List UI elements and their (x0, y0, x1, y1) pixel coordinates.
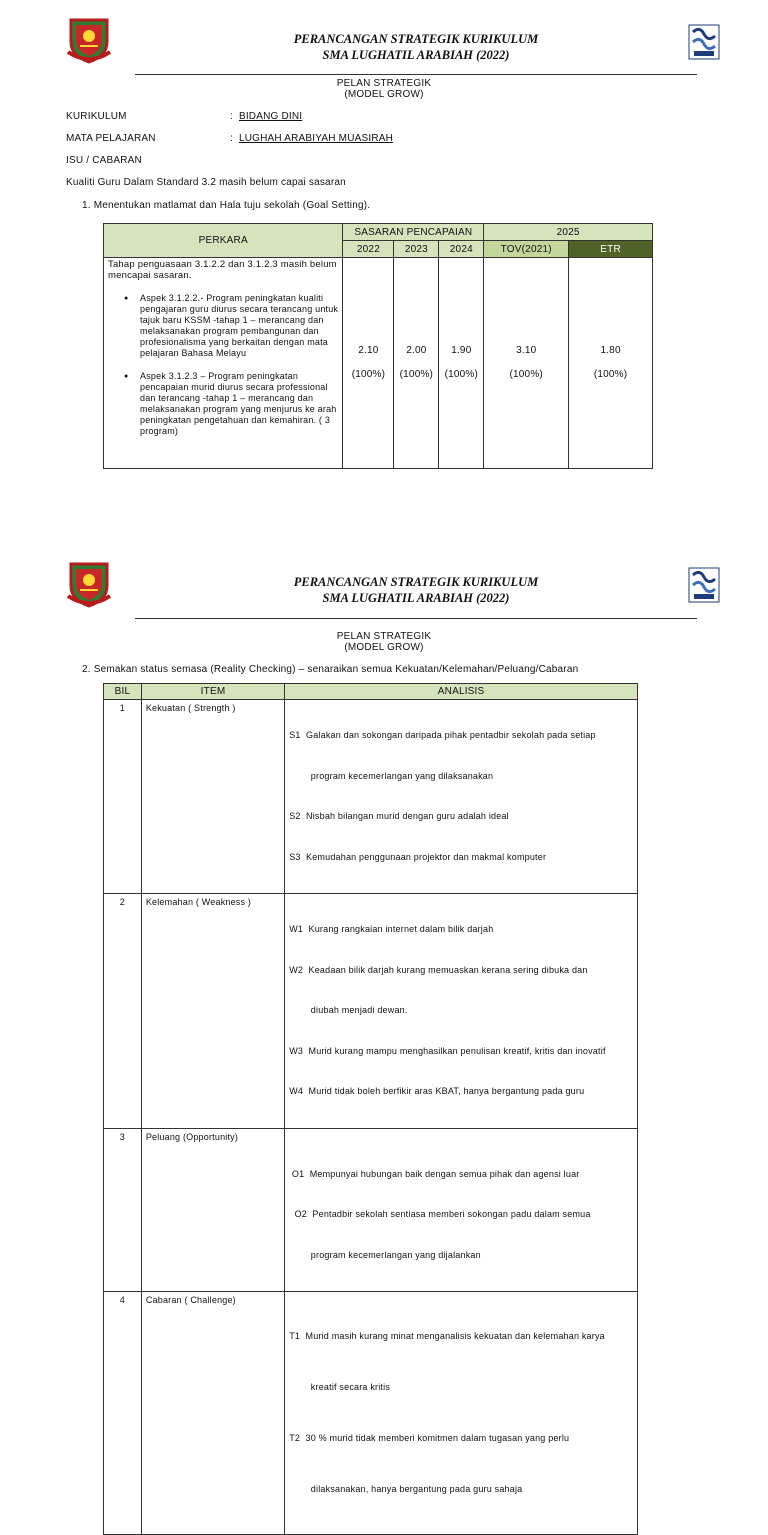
header-rule (135, 74, 697, 75)
field-label: KURIKULUM (66, 111, 127, 122)
col-etr: ETR (569, 241, 653, 258)
field-label: MATA PELAJARAN (66, 133, 156, 144)
swot-table (103, 683, 638, 1535)
table-row: 4 Cabaran ( Challenge) T1 Murid masih kurang minat menganalisis kekuatan dan kelemahan karya kreatif secara kritis T2 30 % murid tidak memberi komitmen dalam tugasan yang perlu dilaksanakan, hanya bergantung pada guru sahaja (104, 1292, 638, 1535)
value-2022: 2.10 (100%) (343, 258, 394, 469)
analysis-weakness: W1 Kurang rangkaian internet dalam bilik darjah W2 Keadaan bilik darjah kurang memuaskan kerana sering dibuka dan diubah menjadi dewan. W3 Murid kurang mampu menghasilkan penulisan kreatif, kritis dan inovatif W4 Murid tidak boleh berfikir aras KBAT, hanya bergantung pada guru (285, 894, 638, 1129)
doc-title-line2: SMA LUGHATIL ARABIAH (2022) (322, 48, 510, 62)
col-analisis: ANALISIS (285, 684, 638, 700)
col-2023: 2023 (394, 241, 439, 258)
plan-subtitle: (MODEL GROW) (344, 642, 424, 653)
col-tov: TOV(2021) (484, 241, 569, 258)
table-row: 1 Kekuatan ( Strength ) S1 Galakan dan sokongan daripada pihak pentadbir sekolah pada setiap program kecemerlangan yang dilaksanakan S2 Nisbah bilangan murid dengan guru adalah ideal S3 Kemudahan penggunaan projektor dan makmal komputer (104, 700, 638, 894)
col-bil: BIL (104, 684, 142, 700)
table-row: 3 Peluang (Opportunity) O1 Mempunyai hubungan baik dengan semua pihak dan agensi luar O2 Pentadbir sekolah sentiasa memberi sokongan padu dalam semua program kecemerlangan yang dijalankan (104, 1128, 638, 1292)
step1-heading: 1. Menentukan matlamat dan Hala tuju sekolah (Goal Setting). (82, 200, 371, 211)
field-kurikulum (66, 111, 127, 122)
item-challenge: Cabaran ( Challenge) (141, 1292, 284, 1535)
perkara-cell (104, 258, 343, 469)
perkara-intro: Tahap penguasaan 3.1.2.2 dan 3.1.2.3 masih belum mencapai sasaran. (108, 259, 337, 281)
school-crest-icon (68, 560, 110, 608)
col-2024: 2024 (439, 241, 484, 258)
plan-title: PELAN STRATEGIK (336, 78, 432, 89)
field-mata-pelajaran-value: : LUGHAH ARABIYAH MUASIRAH (230, 133, 394, 144)
step2-heading: 2. Semakan status semasa (Reality Checking) – senaraikan semua Kekuatan/Kelemahan/Peluang/Cabaran (82, 664, 579, 675)
goal-table (103, 223, 653, 469)
field-isu-cabaran (66, 155, 142, 166)
field-kurikulum-value: : BIDANG DINI (230, 111, 303, 122)
col-2025: 2025 (484, 224, 653, 241)
doc-title-line2: SMA LUGHATIL ARABIAH (2022) (322, 591, 510, 605)
analysis-strength: S1 Galakan dan sokongan daripada pihak pentadbir sekolah pada setiap program kecemerlangan yang dilaksanakan S2 Nisbah bilangan murid dengan guru adalah ideal S3 Kemudahan penggunaan projektor dan makmal komputer (285, 700, 638, 894)
field-mata-pelajaran (66, 133, 156, 144)
col-sasaran: SASARAN PENCAPAIAN (343, 224, 484, 241)
item-opportunity: Peluang (Opportunity) (141, 1128, 284, 1292)
doc-title-line1: PERANCANGAN STRATEGIK KURIKULUM (293, 32, 539, 46)
issue-text: Kualiti Guru Dalam Standard 3.2 masih belum capai sasaran (66, 177, 346, 188)
col-2022: 2022 (343, 241, 394, 258)
field-label: ISU / CABARAN (66, 155, 142, 166)
plan-title: PELAN STRATEGIK (336, 631, 432, 642)
col-perkara: PERKARA (104, 224, 343, 258)
header-rule (135, 618, 697, 619)
sla-logo-icon (688, 567, 720, 603)
school-crest-icon (68, 16, 110, 64)
value-2023: 2.00 (100%) (394, 258, 439, 469)
analysis-opportunity: O1 Mempunyai hubungan baik dengan semua pihak dan agensi luar O2 Pentadbir sekolah sentiasa memberi sokongan padu dalam semua program kecemerlangan yang dijalankan (285, 1128, 638, 1292)
plan-subtitle: (MODEL GROW) (344, 89, 424, 100)
doc-title-line1: PERANCANGAN STRATEGIK KURIKULUM (293, 575, 539, 589)
bullet-aspek-3122: ● Aspek 3.1.2.2.- Program peningkatan kualiti pengajaran guru diurus secara terancang untuk tajuk baru KSSM -tahap 1 – merancang dan melaksanakan program pembangunan dan profesionalisma yang berkaitan dengan mata pelajaran Bahasa Melayu (108, 293, 338, 359)
field-value: BIDANG DINI (238, 111, 303, 122)
sla-logo-icon (688, 24, 720, 60)
bullet-aspek-3123: ● Aspek 3.1.2.3 – Program peningkatan pencapaian murid diurus secara professional dan terancang -tahap 1 – merancang dan melaksanakan program yang menjurus ke arah peningkatan pengetahuan dan kemahiran. ( 3 program) (108, 371, 338, 437)
analysis-challenge: T1 Murid masih kurang minat menganalisis kekuatan dan kelemahan karya kreatif secara kritis T2 30 % murid tidak memberi komitmen dalam tugasan yang perlu dilaksanakan, hanya bergantung pada guru sahaja (285, 1292, 638, 1535)
field-value: LUGHAH ARABIYAH MUASIRAH (238, 133, 394, 144)
item-strength: Kekuatan ( Strength ) (141, 700, 284, 894)
value-2024: 1.90 (100%) (439, 258, 484, 469)
col-item: ITEM (141, 684, 284, 700)
table-row: 2 Kelemahan ( Weakness ) W1 Kurang rangkaian internet dalam bilik darjah W2 Keadaan bilik darjah kurang memuaskan kerana sering dibuka dan diubah menjadi dewan. W3 Murid kurang mampu menghasilkan penulisan kreatif, kritis dan inovatif W4 Murid tidak boleh berfikir aras KBAT, hanya bergantung pada guru (104, 894, 638, 1129)
item-weakness: Kelemahan ( Weakness ) (141, 894, 284, 1129)
value-tov: 3.10 (100%) (484, 258, 569, 469)
value-etr: 1.80 (100%) (569, 258, 653, 469)
